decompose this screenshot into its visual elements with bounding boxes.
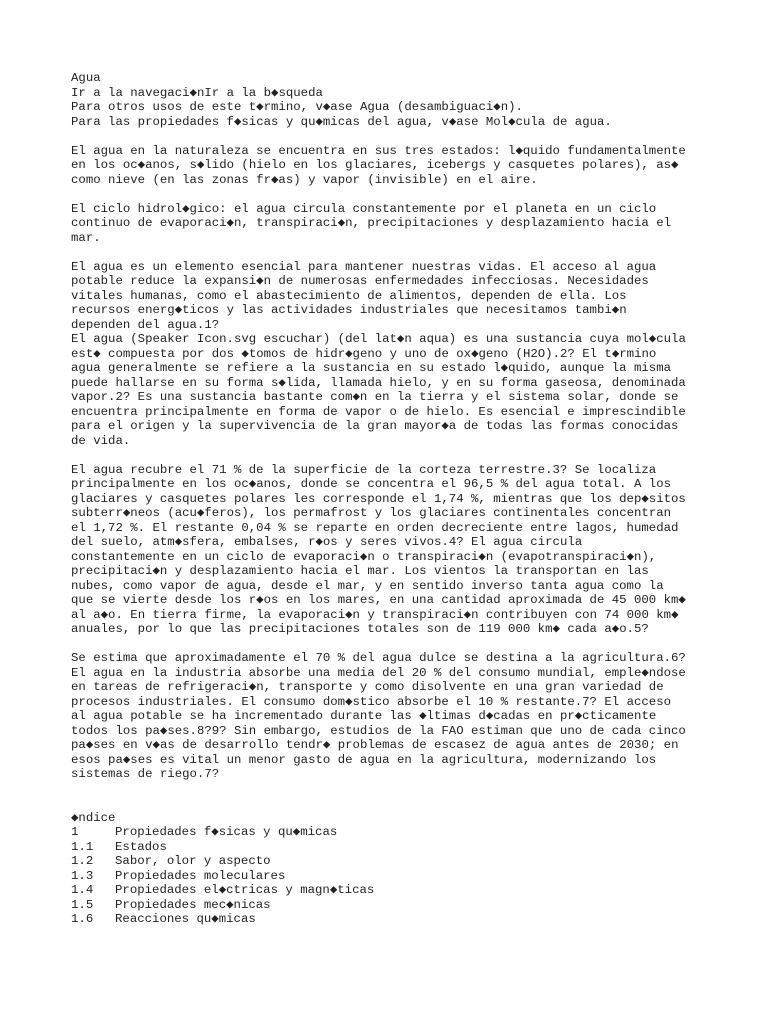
- text-line: El ciclo hidrol◆gico: el agua circula constantemente por el planeta en un ciclo: [71, 201, 657, 216]
- toc-item[interactable]: [71, 883, 731, 898]
- spacer: [71, 448, 731, 463]
- toc-item[interactable]: [71, 840, 731, 855]
- text-line: mar.: [71, 230, 101, 245]
- text-line: Se estima que aproximadamente el 70 % del agua dulce se destina a la agricultura.6?: [71, 651, 686, 665]
- text-line: subterr◆neos (acu◆feros), los permafrost y los glaciares continentales concentran: [71, 506, 672, 520]
- paragraph-consumption: [71, 651, 731, 782]
- toc-item-label: Propiedades el◆ctricas y magn◆ticas: [115, 883, 375, 897]
- text-line: puede hallarse en su forma s◆lida, llamada hielo, y en su forma gaseosa, denominada: [71, 375, 686, 390]
- spacer: [71, 782, 731, 811]
- toc-item[interactable]: [71, 825, 731, 840]
- toc-item-label: Sabor, olor y aspecto: [115, 854, 271, 868]
- toc-item-label: Reacciones qu◆micas: [115, 912, 256, 926]
- toc-item-number: 1.1: [71, 839, 94, 854]
- text-line: potable reduce la expansi◆n de numerosas enfermedades infecciosas. Necesidades: [71, 274, 649, 288]
- text-line: glaciares y casquetes polares les corresponde el 1,74 %, mientras que los dep◆sitos: [71, 491, 686, 506]
- text-line: continuo de evaporaci◆n, transpiraci◆n, precipitaciones y desplazamiento hacia el: [71, 216, 672, 230]
- text-line: recursos energ◆ticos y las actividades industriales que necesitamos tambi◆n: [71, 303, 627, 317]
- text-line: al a◆o. En tierra firme, la evaporaci◆n y transpiraci◆n contribuyen con 74 000 km◆: [71, 607, 679, 622]
- text-line: encuentra principalmente en forma de vapor o de hielo. Es esencial e imprescindible: [71, 404, 686, 419]
- text-line: constantemente en un ciclo de evaporaci◆n o transpiraci◆n (evapotranspiraci◆n),: [71, 549, 657, 564]
- toc-item[interactable]: [71, 898, 731, 913]
- text-line: nubes, como vapor de agua, desde el mar, y en sentido inverso tanta agua como la: [71, 578, 664, 593]
- toc-item-number: 1.3: [71, 868, 94, 883]
- text-line: vitales humanas, como el abastecimiento de alimentos, dependen de ella. Los: [71, 288, 627, 303]
- toc-item-number: 1: [71, 825, 79, 839]
- document-page: [71, 71, 731, 927]
- toc-item[interactable]: [71, 869, 731, 884]
- text-line: El agua en la industria absorbe una media del 20 % del consumo mundial, emple◆ndose: [71, 665, 686, 680]
- text-line: al agua potable se ha incrementado durante las ◆ltimas d◆cadas en pr◆cticamente: [71, 709, 657, 723]
- text-line: esos pa◆ses es vital un menor gasto de agua en la agricultura, modernizando los: [71, 752, 657, 767]
- text-line: El agua en la naturaleza se encuentra en sus tres estados: l◆quido fundamentalmente: [71, 143, 686, 158]
- table-of-contents: [71, 811, 731, 927]
- toc-item-label: Estados: [115, 839, 167, 854]
- text-line: de vida.: [71, 433, 131, 448]
- text-line: para el origen y la supervivencia de la gran mayor◆a de todas las formas conocidas: [71, 419, 679, 433]
- disambiguation-note: Para otros usos de este t◆rmino, v◆ase Agua (desambiguaci◆n).: [71, 100, 523, 114]
- toc-title: ◆ndice: [71, 810, 116, 825]
- toc-item-number: 1.6: [71, 912, 94, 926]
- text-line: El agua recubre el 71 % de la superficie de la corteza terrestre.3? Se localiza: [71, 462, 657, 477]
- text-line: vapor.2? Es una sustancia bastante com◆n en la tierra y el sistema solar, donde se: [71, 390, 679, 404]
- paragraph-states: [71, 144, 731, 188]
- paragraph-distribution: [71, 463, 731, 637]
- spacer: [71, 129, 731, 144]
- text-line: del suelo, atm◆sfera, embalses, r◆os y seres vivos.4? El agua circula: [71, 535, 583, 549]
- toc-item[interactable]: [71, 912, 731, 927]
- spacer: [71, 637, 731, 652]
- text-line: precipitaci◆n y desplazamiento hacia el mar. Los vientos la transportan en las: [71, 564, 649, 578]
- toc-item[interactable]: [71, 854, 731, 869]
- text-line: El agua es un elemento esencial para mantener nuestras vidas. El acceso al agua: [71, 259, 657, 274]
- text-line: est◆ compuesta por dos ◆tomos de hidr◆geno y uno de ox◆geno (H2O).2? El t◆rmino: [71, 346, 657, 361]
- text-line: como nieve (en las zonas fr◆as) y vapor (invisible) en el aire.: [71, 172, 538, 187]
- toc-item-number: 1.4: [71, 883, 94, 897]
- toc-item-label: Propiedades f◆sicas y qu◆micas: [115, 825, 338, 839]
- toc-item-label: Propiedades moleculares: [115, 868, 286, 883]
- navigation-links-line: Ir a la navegaci◆nIr a la b◆squeda: [71, 85, 323, 100]
- text-line: anuales, por lo que las precipitaciones totales son de 119 000 km◆ cada a◆o.5?: [71, 622, 649, 636]
- text-line: el 1,72 %. El restante 0,04 % se reparte en orden decreciente entre lagos, humedad: [71, 520, 679, 535]
- text-line: en tareas de refrigeraci◆n, transporte y como disolvente en una gran variedad de: [71, 680, 664, 694]
- toc-item-number: 1.5: [71, 897, 94, 912]
- text-line: procesos industriales. El consumo dom◆stico absorbe el 10 % restante.7? El acceso: [71, 694, 672, 709]
- page-title: Agua: [71, 71, 101, 85]
- text-line: que se vierte desde los r◆os en los mares, en una cantidad aproximada de 45 000 km◆: [71, 593, 686, 607]
- text-line: sistemas de riego.7?: [71, 767, 220, 781]
- text-line: agua generalmente se refiere a la sustancia en su estado l◆quido, aunque la misma: [71, 361, 672, 375]
- text-line: en los oc◆anos, s◆lido (hielo en los glaciares, icebergs y casquetes polares), as◆: [71, 158, 679, 172]
- molecule-note: Para las propiedades f◆sicas y qu◆micas del agua, v◆ase Mol◆cula de agua.: [71, 114, 612, 129]
- paragraph-hydrologic-cycle: [71, 202, 731, 246]
- text-line: principalmente en los oc◆anos, donde se concentra el 96,5 % del agua total. A los: [71, 477, 672, 491]
- spacer: [71, 187, 731, 202]
- spacer: [71, 245, 731, 260]
- text-line: todos los pa◆ses.8?9? Sin embargo, estudios de la FAO estiman que uno de cada cinco: [71, 723, 686, 738]
- toc-item-number: 1.2: [71, 854, 94, 868]
- text-line: dependen del agua.1?: [71, 317, 220, 332]
- text-line: pa◆ses en v◆as de desarrollo tendr◆ problemas de escasez de agua antes de 2030; en: [71, 738, 679, 752]
- paragraph-essential-element: [71, 260, 731, 449]
- text-line: El agua (Speaker Icon.svg escuchar) (del lat◆n aqua) es una sustancia cuya mol◆cula: [71, 332, 686, 346]
- toc-item-label: Propiedades mec◆nicas: [115, 897, 271, 912]
- header-block: [71, 71, 731, 129]
